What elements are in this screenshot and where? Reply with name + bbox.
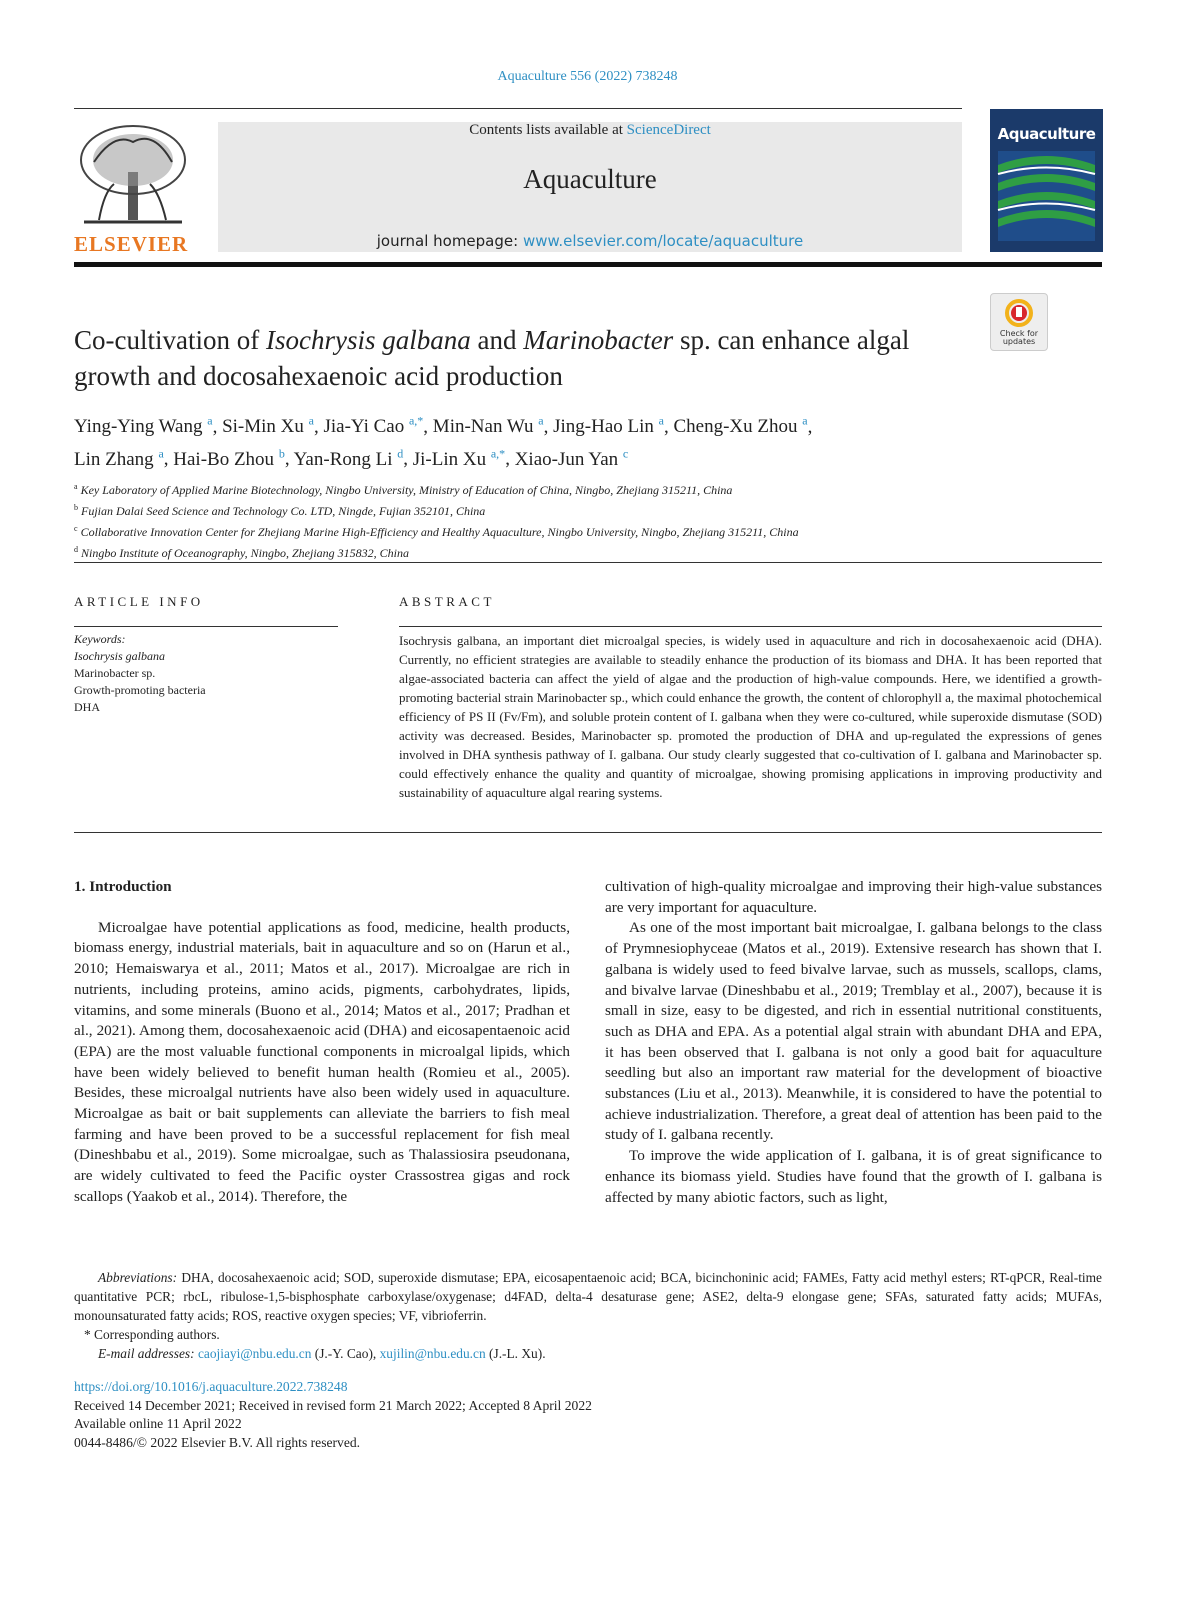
author[interactable]: Ji-Lin Xu $^{a,*}$	[412, 446, 506, 470]
email-footnote: E-mail addresses: caojiayi@nbu.edu.cn (J.-Y. Cao), xujilin@nbu.edu.cn (J.-L. Xu).	[98, 1346, 546, 1361]
keywords-label: Keywords:	[74, 632, 126, 646]
keyword: DHA	[74, 700, 100, 714]
elsevier-logo	[74, 122, 192, 256]
keyword: Marinobacter sp.	[74, 666, 156, 680]
affiliation-item: $^d$ Ningbo Institute of Oceanography, Ningbo, Zhejiang 315832, China	[74, 545, 409, 560]
online-date: Available online 11 April 2022	[74, 1416, 242, 1431]
paragraph: Microalgae have potential applications as food, medicine, health products, biomass energy, industrial materials, bait in aquaculture and so on (Harun et al., 2010; Hemaiswarya et al., 2011; Matos et al., 2017). Microalgae are rich in nutrients, including proteins, amino acids, pigments, carbohydrates, lipids, vitamins, and some minerals (Buono et al., 2014; Matos et al., 2017; Pradhan et al., 2021). Among them, docosahexaenoic acid (DHA) and eicosapentaenoic acid (EPA) are the most valuable functional components in microalgal lipids, which have been widely believed to benefit human health (Romieu et al., 2005). Besides, these microalgal nutrients have also been widely used in aquaculture. Microalgae as bait or bait supplements can alleviate the barriers to fish meal farming and have been proved to be a successful replacement for fish meal (Dineshbabu et al., 2019). Some microalgae, such as Thalassiosira pseudonana, are widely cultivated to feed the Pacific oyster Crassostrea gigas and rock scallops (Yaakob et al., 2014). Therefore, the	[74, 918, 570, 1205]
author-list: Ying-Ying Wang $^a$, Si-Min Xu $^a$, Jia-Yi Cao $^{a,*}$, Min-Nan Wu $^a$, Jing-Hao Lin $^a$, Cheng-Xu Zhou $^a$, Lin Zhang $^a$, Hai-Bo Zhou $^b$, Yan-Rong Li $^d$, Ji-Lin Xu $^{a,*}$, Xiao-Jun Yan $^c$	[74, 414, 813, 470]
divider	[74, 562, 1102, 563]
journal-cover[interactable]	[990, 109, 1103, 252]
corresponding-footnote: * Corresponding authors.	[84, 1327, 220, 1342]
email-link[interactable]: caojiayi@nbu.edu.cn	[197, 1346, 312, 1361]
cover-wave-icon	[990, 109, 1103, 252]
header-thick-rule	[74, 262, 1102, 267]
contents-prefix: Contents lists available at	[469, 122, 627, 138]
author[interactable]: Ying-Ying Wang $^a$	[74, 414, 213, 438]
header-rule	[74, 108, 962, 109]
abstract-heading: ABSTRACT	[399, 594, 495, 609]
check-updates-icon	[1004, 298, 1034, 328]
publisher-name: ELSEVIER	[74, 232, 189, 256]
keyword: Isochrysis galbana	[74, 649, 165, 663]
article-info-heading: ARTICLE INFO	[74, 594, 204, 609]
section-heading: 1. Introduction	[74, 878, 172, 895]
copyright: 0044-8486/© 2022 Elsevier B.V. All rights reserved.	[74, 1434, 361, 1450]
journal-reference[interactable]	[0, 69, 1175, 85]
divider	[74, 626, 338, 627]
contents-line	[218, 122, 962, 139]
author[interactable]: Hai-Bo Zhou $^b$	[173, 446, 285, 470]
article-title: Co-cultivation of Isochrysis galbana and Marinobacter sp. can enhance algal growth and docosahexaenoic acid production	[74, 325, 910, 391]
body-column-right	[605, 877, 1102, 1208]
author[interactable]: Si-Min Xu $^a$	[222, 414, 314, 438]
received-dates: Received 14 December 2021; Received in revised form 21 March 2022; Accepted 8 April 2022	[74, 1397, 592, 1413]
author[interactable]: Jia-Yi Cao $^{a,*}$	[323, 414, 424, 438]
journal-header-band	[218, 122, 962, 252]
author[interactable]: Jing-Hao Lin $^a$	[553, 414, 664, 438]
abbreviations-footnote: Abbreviations: DHA, docosahexaenoic acid; SOD, superoxide dismutase; EPA, eicosapentaenoic acid; BCA, bicinchoninic acid; FAMEs, Fatty acid methyl esters; RT-qPCR, Real-time quantitative PCR; rbcL, ribulose-1,5-bisphosphate carboxylase/oxygenase; d4FAD, delta-4 desaturase gene; ASE2, delta-9 elongase gene; SFAs, saturated fatty acids; MUFAs, monounsaturated fatty acids; ROS, reactive oxygen species; VF, vibrioferrin.	[74, 1270, 1102, 1323]
divider	[74, 832, 1102, 833]
doi-link[interactable]: https://doi.org/10.1016/j.aquaculture.2022.738248	[74, 1379, 348, 1394]
affiliations	[74, 478, 1104, 562]
keyword: Growth-promoting bacteria	[74, 683, 206, 697]
author[interactable]: Cheng-Xu Zhou $^a$	[673, 414, 808, 438]
journal-name: Aquaculture	[523, 164, 657, 194]
author[interactable]: Lin Zhang $^a$	[74, 446, 164, 470]
body-column-left	[74, 877, 570, 1208]
homepage-prefix: journal homepage:	[376, 232, 523, 250]
footnotes	[74, 1268, 1102, 1363]
affiliation-item: $^a$ Key Laboratory of Applied Marine Biotechnology, Ningbo University, Ministry of Education of China, Ningbo, Zhejiang 315211, China	[74, 482, 733, 497]
sciencedirect-link[interactable]: ScienceDirect	[626, 122, 711, 138]
divider	[399, 626, 1102, 627]
check-for-updates-button[interactable]	[990, 293, 1048, 351]
paragraph: cultivation of high-quality microalgae and improving their high-value substances are very important for aquaculture.	[605, 878, 1102, 916]
email-link[interactable]: xujilin@nbu.edu.cn	[379, 1346, 486, 1361]
author[interactable]: Xiao-Jun Yan $^c$	[514, 446, 629, 470]
affiliation-item: $^b$ Fujian Dalai Seed Science and Technology Co. LTD, Ningde, Fujian 352101, China	[74, 503, 486, 518]
cover-title: Aquaculture	[997, 125, 1096, 143]
publication-info	[74, 1378, 774, 1452]
paragraph: As one of the most important bait microalgae, I. galbana belongs to the class of Prymnesiophyceae (Matos et al., 2019). Extensive research has shown that I. galbana is widely used to feed bivalve larvae, such as mussels, scallops, clams, and bivalve larvae (Dineshbabu et al., 2019; Tremblay et al., 2007), because it is small in size, easy to be digested, and rich in essential nutritional constituents, such as DHA and EPA. As a potential algal strain with abundant DHA and EPA, it has been observed that I. galbana is not only a good bait for aquaculture seedling but also an important raw material for the development of bioactive substances (Liu et al., 2013). Meanwhile, it is considered to have the potential to achieve industrialization. Therefore, a great deal of attention has been paid to the study of I. galbana recently.	[605, 919, 1102, 1144]
homepage-link[interactable]: www.elsevier.com/locate/aquaculture	[522, 232, 804, 250]
author[interactable]: Min-Nan Wu $^a$	[432, 414, 544, 438]
abstract-text: Isochrysis galbana, an important diet microalgal species, is widely used in aquaculture and rich in docosahexaenoic acid (DHA). Currently, no efficient strategies are available to steadily enhance the production of its biomass and DHA. It has been reported that algae-associated bacteria can affect the yield of algae and the production of high-value compounds. Here, we identified a growth-promoting bacterial strain Marinobacter sp., which could enhance the growth, the content of chlorophyll a, the maximal photochemical efficiency of PS II (Fv/Fm), and soluble protein content of I. galbana when they were co-cultured, while superoxide dismutase (SOD) activity was decreased. Besides, Marinobacter sp. promoted the production of DHA and up-regulated the expressions of genes involved in DHA synthesis pathway of I. galbana. Our study clearly suggested that co-cultivation of I. galbana and Marinobacter sp. could effectively enhance the quality and quantity of microalgae, showing promising applications in improving productivity and sustainability of aquaculture algal rearing systems.	[399, 633, 1102, 800]
author[interactable]: Yan-Rong Li $^d$	[293, 446, 404, 470]
journal-reference-link[interactable]: Aquaculture 556 (2022) 738248	[497, 69, 678, 84]
paragraph: To improve the wide application of I. galbana, it is of great significance to enhance its biomass yield. Studies have found that the growth of I. galbana is affected by many abiotic factors, such as light,	[605, 1147, 1102, 1206]
homepage-line	[218, 232, 962, 250]
elsevier-tree-icon	[74, 122, 192, 227]
check-updates-label: Check for updates	[999, 329, 1039, 346]
keywords-block	[74, 631, 344, 716]
affiliation-item: $^c$ Collaborative Innovation Center for Zhejiang Marine High-Efficiency and Healthy Aquaculture, Ningbo University, Ningbo, Zhejiang 315211, China	[74, 524, 799, 539]
